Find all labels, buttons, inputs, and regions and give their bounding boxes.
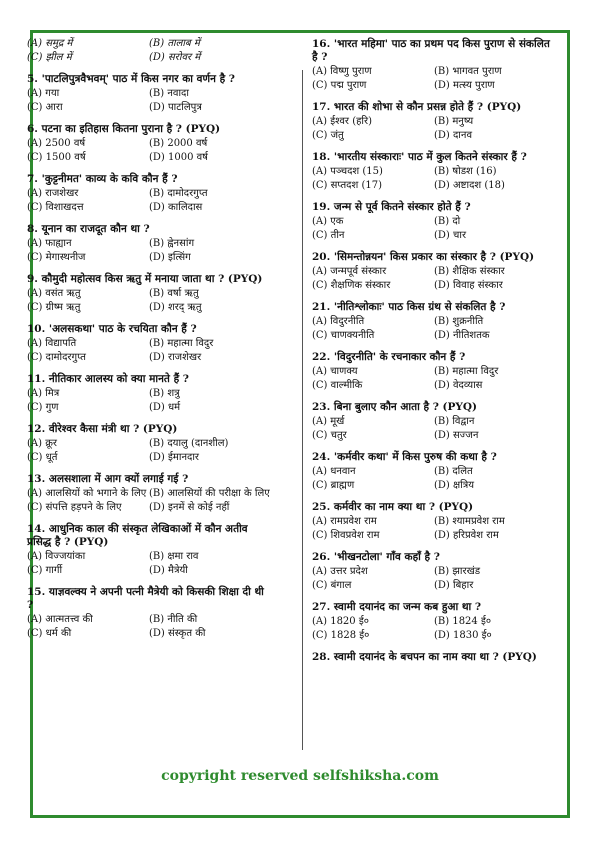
- option: (D) कालिदास: [149, 201, 203, 213]
- question-block: [312, 101, 556, 142]
- question-text: 28. स्वामी दयानंद के बचपन का नाम क्या था ? (PYQ): [312, 651, 537, 663]
- option: (C) संपत्ति हड़पने के लिए: [27, 501, 122, 513]
- question-text: 13. अलसशाला में आग क्यों लगाई गई ?: [27, 473, 189, 485]
- question-text: 10. 'अलसकथा' पाठ के रचयिता कौन हैं ?: [27, 323, 197, 335]
- copyright-footer: copyright reserved selfshiksha.com: [161, 768, 439, 784]
- question-block: [27, 586, 271, 640]
- option: (B) तालाब में: [149, 38, 200, 49]
- option: (B) दलित: [434, 466, 473, 477]
- options-grid: [27, 88, 271, 114]
- options-grid: [27, 188, 271, 214]
- option: (A) आत्मतत्त्व की: [27, 614, 93, 625]
- option: (D) अष्टादश (18): [434, 179, 505, 191]
- option: (B) दामोदरगुप्त: [149, 188, 208, 199]
- options-grid: [312, 316, 556, 342]
- option: (A) गया: [27, 88, 60, 99]
- option: (B) नवादा: [149, 88, 189, 99]
- option: (C) शिवप्रवेश राम: [312, 529, 380, 541]
- option: (B) दो: [434, 216, 461, 227]
- option: (B) श्यामप्रवेश राम: [434, 516, 505, 527]
- option: (D) नीतिशतक: [434, 329, 490, 341]
- option: (C) गार्गी: [27, 564, 63, 576]
- options-grid: [312, 366, 556, 392]
- options-grid: [312, 266, 556, 292]
- question-block: [27, 173, 271, 214]
- option: (A) फाह्यान: [27, 238, 72, 249]
- option: (B) महात्मा विदुर: [149, 338, 214, 349]
- option: (D) संस्कृत की: [149, 627, 206, 639]
- option: (C) शैक्षणिक संस्कार: [312, 279, 391, 291]
- option: (C) आरा: [27, 101, 63, 113]
- option: (C) जंतु: [312, 129, 344, 141]
- question-block: [27, 373, 271, 414]
- option: (B) महात्मा विदुर: [434, 366, 499, 377]
- question-text: 12. वीरेश्वर कैसा मंत्री था ? (PYQ): [27, 423, 178, 435]
- question-block: [312, 451, 556, 492]
- option: (D) 1000 वर्ष: [149, 151, 208, 163]
- options-grid: [312, 216, 556, 242]
- option: (A) पञ्चदश (15): [312, 166, 383, 177]
- option: (D) 1830 ई०: [434, 629, 492, 641]
- question-text: 20. 'सिमन्तोन्नयन' किस प्रकार का संस्कार है ? (PYQ): [312, 251, 535, 263]
- option: (B) वर्षा ऋतु: [149, 288, 199, 299]
- option: (A) राजशेखर: [27, 188, 79, 199]
- question-text: 23. बिना बुलाए कौन आता है ? (PYQ): [312, 401, 478, 413]
- options-grid: [312, 566, 556, 592]
- question-text: 19. जन्म से पूर्व कितने संस्कार होते हैं ?: [312, 201, 471, 213]
- options-grid: [27, 138, 271, 164]
- question-text: 26. 'भीखनटोला' गाँव कहाँ है ?: [312, 551, 440, 563]
- option: (C) वाल्मीकि: [312, 379, 363, 391]
- option: (A) विज्जयांका: [27, 551, 86, 562]
- options-grid: [27, 238, 271, 264]
- question-text: 8. यूनान का राजदूत कौन था ?: [27, 223, 150, 235]
- option: (B) विद्वान: [434, 416, 475, 427]
- question-block: [312, 38, 556, 92]
- option: (A) ईश्वर (हरि): [312, 116, 372, 127]
- question-block: [27, 123, 271, 164]
- options-grid: [312, 166, 556, 192]
- option: (C) ब्राह्मण: [312, 479, 355, 491]
- question-text: 9. कौमुदी महोत्सव किस ऋतु में मनाया जाता था ? (PYQ): [27, 273, 263, 285]
- option: (D) सज्जन: [434, 429, 479, 441]
- option: (C) धर्म की: [27, 627, 72, 639]
- option: (D) विवाह संस्कार: [434, 279, 503, 291]
- option: (C) 1828 ई०: [312, 629, 370, 641]
- question-text: 21. 'नीतिश्लोकाः' पाठ किस ग्रंथ से संकलित है ?: [312, 301, 506, 313]
- question-text: 27. स्वामी दयानंद का जन्म कब हुआ था ?: [312, 601, 482, 613]
- question-block: [312, 601, 556, 642]
- question-block: [312, 651, 556, 664]
- option: (C) तीन: [312, 229, 345, 241]
- options-grid: [27, 338, 271, 364]
- option: (C) ग्रीष्म ऋतु: [27, 301, 81, 313]
- options-grid: [27, 388, 271, 414]
- option: (B) शुक्रनीति: [434, 316, 484, 327]
- option: (A) विद्यापति: [27, 338, 77, 349]
- options-grid: [312, 66, 556, 92]
- question-text: 17. भारत की शोभा से कौन प्रसन्न होते हैं ? (PYQ): [312, 101, 522, 113]
- question-4-options-continued: [27, 38, 271, 64]
- option: (B) भागवत पुराण: [434, 66, 502, 77]
- option: (B) क्षमा राव: [149, 551, 199, 562]
- option: (A) एक: [312, 216, 344, 227]
- option: (D) वेदव्यास: [434, 379, 483, 391]
- option: (D) दानव: [434, 129, 473, 141]
- options-grid: [27, 288, 271, 314]
- option: (B) ह्वेनसांग: [149, 238, 195, 249]
- option: (B) झारखंड: [434, 566, 481, 577]
- option: (C) दामोदरगुप्त: [27, 351, 86, 363]
- option: (D) पाटलिपुत्र: [149, 101, 202, 113]
- question-block: [312, 501, 556, 542]
- option: (C) विशाखदत्त: [27, 201, 84, 213]
- option: (A) धनवान: [312, 466, 356, 477]
- option: (D) चार: [434, 229, 467, 241]
- options-grid: [27, 551, 271, 577]
- option: (A) मित्र: [27, 388, 60, 399]
- option: (D) क्षत्रिय: [434, 479, 475, 491]
- question-block: [312, 351, 556, 392]
- option: (A) विदुरनीति: [312, 316, 365, 327]
- question-text: 24. 'कर्मवीर कथा' में किस पुरुष की कथा है ?: [312, 451, 497, 463]
- option: (D) राजशेखर: [149, 351, 202, 363]
- option: (C) पद्म पुराण: [312, 79, 367, 91]
- options-grid: [312, 416, 556, 442]
- question-block: [27, 273, 271, 314]
- question-text: 14. आधुनिक काल की संस्कृत लेखिकाओं में कौन अतीव प्रसिद्ध है ? (PYQ): [27, 523, 248, 548]
- question-block: [27, 523, 271, 577]
- option: (D) इनमें से कोई नहीं: [149, 501, 230, 513]
- option: (A) रामप्रवेश राम: [312, 516, 377, 527]
- options-grid: [312, 616, 556, 642]
- question-text: 5. 'पाटलिपुत्रवैभवम्' पाठ में किस नगर का वर्णन है ?: [27, 73, 235, 85]
- options-grid: [312, 516, 556, 542]
- option: (D) इत्सिंग: [149, 251, 191, 263]
- option: (D) सरोवर में: [149, 51, 201, 63]
- options-grid: [312, 116, 556, 142]
- question-block: [27, 423, 271, 464]
- question-block: [312, 151, 556, 192]
- question-block: [312, 401, 556, 442]
- option: (B) 1824 ई०: [434, 616, 492, 627]
- option: (C) बंगाल: [312, 579, 352, 591]
- option: (D) मत्स्य पुराण: [434, 79, 495, 91]
- option: (A) वसंत ऋतु: [27, 288, 81, 299]
- option: (A) समुद्र में: [27, 38, 73, 49]
- option: (A) 2500 वर्ष: [27, 138, 86, 149]
- option: (B) नीति की: [149, 614, 198, 625]
- option: (D) धर्म: [149, 401, 181, 413]
- option: (C) सप्तदश (17): [312, 179, 382, 191]
- option: (B) मनुष्य: [434, 116, 474, 127]
- option: (B) षोडश (16): [434, 166, 497, 177]
- left-column: [27, 38, 271, 649]
- question-text: 18. 'भारतीय संस्काराः' पाठ में कुल कितने संस्कार हैं ?: [312, 151, 527, 163]
- options-grid: [27, 614, 271, 640]
- option: (C) 1500 वर्ष: [27, 151, 86, 163]
- question-block: [312, 251, 556, 292]
- option: (B) आलसियों की परीक्षा के लिए: [149, 488, 270, 499]
- right-column: [312, 38, 556, 673]
- option: (C) धूर्त: [27, 451, 58, 463]
- option: (A) उत्तर प्रदेश: [312, 566, 368, 577]
- option: (D) मैत्रेयी: [149, 564, 188, 576]
- option: (A) मूर्ख: [312, 416, 345, 427]
- options-grid: [312, 466, 556, 492]
- option: (D) शरद् ऋतु: [149, 301, 202, 313]
- question-text: 11. नीतिकार आलस्य को क्या मानते हैं ?: [27, 373, 189, 385]
- question-text: 15. याज्ञवल्क्य ने अपनी पत्नी मैत्रेयी को किसकी शिक्षा दी थी ?: [27, 586, 264, 611]
- option: (C) चतुर: [312, 429, 347, 441]
- option: (B) शैक्षिक संस्कार: [434, 266, 505, 277]
- option: (C) गुण: [27, 401, 59, 413]
- option: (A) जन्मपूर्व संस्कार: [312, 266, 387, 277]
- question-text: 6. पटना का इतिहास कितना पुराना है ? (PYQ): [27, 123, 221, 135]
- option: (A) क्रूर: [27, 438, 57, 449]
- option: (D) ईमानदार: [149, 451, 200, 463]
- question-block: [27, 473, 271, 514]
- question-text: 25. कर्मवीर का नाम क्या था ? (PYQ): [312, 501, 474, 513]
- question-block: [27, 73, 271, 114]
- option: (C) चाणक्यनीति: [312, 329, 375, 341]
- options-grid: [27, 488, 271, 514]
- option: (B) शत्रु: [149, 388, 180, 399]
- option: (C) मेगास्थनीज: [27, 251, 86, 263]
- question-block: [27, 223, 271, 264]
- option: (D) हरिप्रवेश राम: [434, 529, 499, 541]
- option: (B) 2000 वर्ष: [149, 138, 208, 149]
- option: (C) झील में: [27, 51, 72, 63]
- option: (B) दयालु (दानशील): [149, 438, 229, 449]
- option: (A) आलसियों को भगाने के लिए: [27, 488, 147, 499]
- question-text: 16. 'भारत महिमा' पाठ का प्रथम पद किस पुराण से संकलित है ?: [312, 38, 550, 63]
- question-block: [27, 323, 271, 364]
- option: (D) बिहार: [434, 579, 474, 591]
- question-block: [312, 301, 556, 342]
- options-grid: [27, 438, 271, 464]
- option: (A) 1820 ई०: [312, 616, 369, 627]
- question-block: [312, 201, 556, 242]
- column-divider: [302, 70, 303, 750]
- question-text: 7. 'कुट्टनीमत' काव्य के कवि कौन हैं ?: [27, 173, 178, 185]
- option: (A) विष्णु पुराण: [312, 66, 372, 77]
- question-block: [312, 551, 556, 592]
- question-text: 22. 'विदुरनीति' के रचनाकार कौन हैं ?: [312, 351, 466, 363]
- option: (A) चाणक्य: [312, 366, 358, 377]
